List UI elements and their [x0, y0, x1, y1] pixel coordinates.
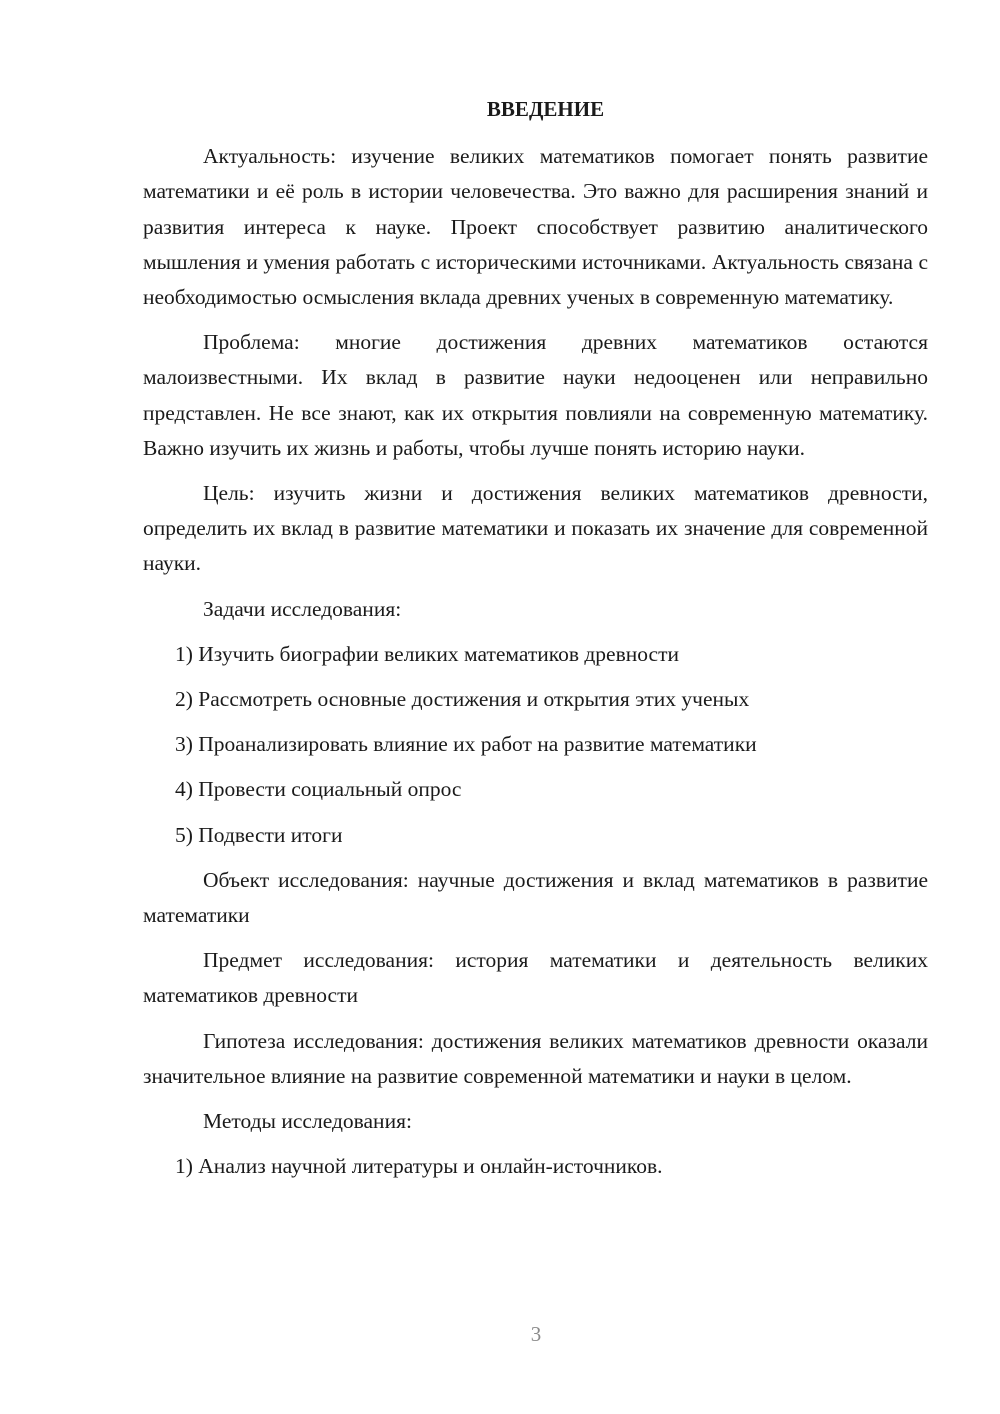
document-body — [143, 92, 928, 1194]
relevance-paragraph: Актуальность: изучение великих математиков помогает понять развитие математики и её роль в истории человечества. Это важно для расширения знаний и развития интереса к науке. Проект способствует развитию аналитического мышления и умения работать с историческими источниками. Актуальность связана с необходимостью осмысления вклада древних ученых в современную математику. — [143, 144, 928, 310]
methods-list — [143, 1149, 928, 1184]
problem-paragraph: Проблема: многие достижения древних математиков остаются малоизвестными. Их вклад в развитие науки недооценен или неправильно представлен. Не все знают, как их открытия повлияли на современную математику. Важно изучить их жизнь и работы, чтобы лучше понять историю науки. — [143, 330, 928, 460]
tasks-label: Задачи исследования: — [203, 596, 402, 621]
list-item: 4) Провести социальный опрос — [175, 777, 462, 802]
section-title: ВВЕДЕНИЕ — [486, 97, 605, 121]
list-item: 1) Анализ научной литературы и онлайн-источников. — [175, 1154, 663, 1179]
object-paragraph: Объект исследования: научные достижения и вклад математиков в развитие математики — [143, 867, 928, 928]
list-item: 3) Проанализировать влияние их работ на развитие математики — [175, 732, 757, 757]
methods-label: Методы исследования: — [203, 1109, 412, 1134]
subject-paragraph: Предмет исследования: история математики и деятельность великих математиков древности — [143, 948, 928, 1008]
list-item: 5) Подвести итоги — [175, 822, 343, 847]
hypothesis-paragraph: Гипотеза исследования: достижения великих математиков древности оказали значительное влияние на развитие современной математики и науки в целом. — [143, 1028, 928, 1088]
list-item: 2) Рассмотреть основные достижения и открытия этих ученых — [175, 687, 750, 712]
tasks-list — [143, 637, 928, 853]
list-item: 1) Изучить биографии великих математиков древности — [175, 641, 679, 666]
page-number: 3 — [530, 1322, 542, 1346]
goal-paragraph: Цель: изучить жизни и достижения великих математиков древности, определить их вклад в развитие математики и показать их значение для современной науки. — [143, 481, 928, 576]
